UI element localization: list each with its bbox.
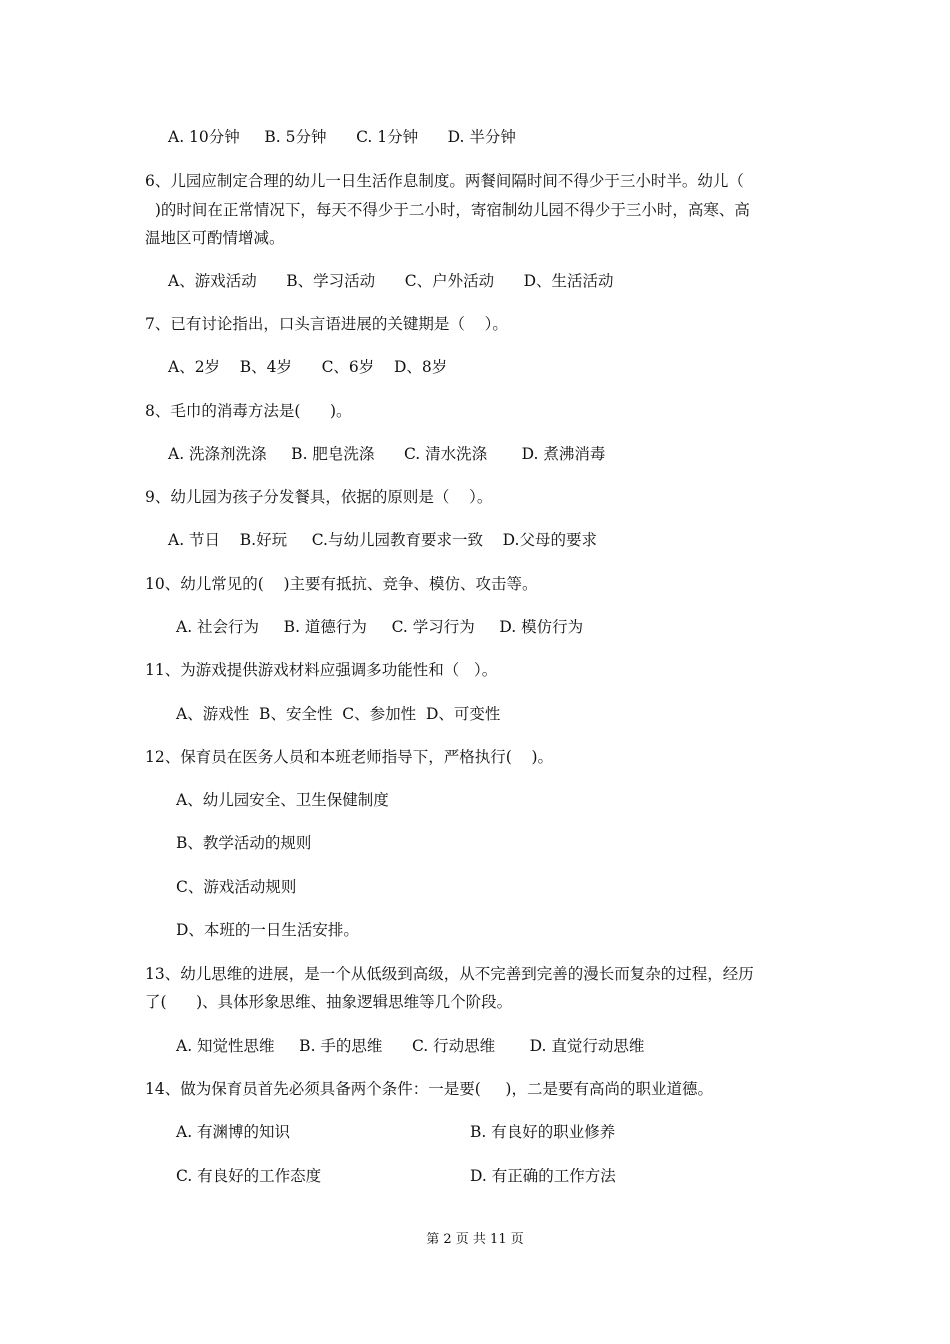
q6-text-line2: )的时间在正常情况下，每天不得少于二小时，寄宿制幼儿园不得少于三小时，高寒、高 bbox=[145, 201, 750, 219]
q12-option-b: B、教学活动的规则 bbox=[176, 834, 312, 852]
q7-text: 7、已有讨论指出，口头言语进展的关键期是（ ）。 bbox=[145, 315, 508, 333]
q9-options: A. 节日 B.好玩 C.与幼儿园教育要求一致 D.父母的要求 bbox=[168, 531, 597, 549]
q8-options: A. 洗涤剂洗涤 B. 肥皂洗涤 C. 清水洗涤 D. 煮沸消毒 bbox=[168, 445, 606, 463]
q12-text: 12、保育员在医务人员和本班老师指导下，严格执行( )。 bbox=[145, 748, 554, 766]
q13-text-line1: 13、幼儿思维的进展，是一个从低级到高级，从不完善到完善的漫长而复杂的过程，经历 bbox=[145, 965, 754, 983]
page-footer: 第 2 页 共 11 页 bbox=[426, 1232, 524, 1247]
q13-options: A. 知觉性思维 B. 手的思维 C. 行动思维 D. 直觉行动思维 bbox=[176, 1037, 645, 1055]
q13-text-line2: 了( )、具体形象思维、抽象逻辑思维等几个阶段。 bbox=[145, 993, 513, 1011]
q8-text: 8、毛巾的消毒方法是( )。 bbox=[145, 402, 352, 420]
q10-text: 10、幼儿常见的( )主要有抵抗、竞争、模仿、攻击等。 bbox=[145, 575, 538, 593]
q11-options: A、游戏性 B、安全性 C、参加性 D、可变性 bbox=[176, 705, 501, 723]
q6-text-line3: 温地区可酌情增减。 bbox=[145, 229, 285, 247]
q7-options: A、2岁 B、4岁 C、6岁 D、8岁 bbox=[168, 358, 448, 376]
q10-options: A. 社会行为 B. 道德行为 C. 学习行为 D. 模仿行为 bbox=[176, 618, 584, 636]
q14-option-d: D. 有正确的工作方法 bbox=[470, 1167, 616, 1185]
q6-text-line1: 6、儿园应制定合理的幼儿一日生活作息制度。两餐间隔时间不得少于三小时半。幼儿（ bbox=[145, 172, 744, 190]
q14-option-b: B. 有良好的职业修养 bbox=[470, 1123, 616, 1141]
q6-options: A、游戏活动 B、学习活动 C、户外活动 D、生活活动 bbox=[168, 272, 614, 290]
q12-option-d: D、本班的一日生活安排。 bbox=[176, 921, 359, 939]
q14-option-c: C. 有良好的工作态度 bbox=[176, 1167, 322, 1185]
q5-options: A. 10分钟 B. 5分钟 C. 1分钟 D. 半分钟 bbox=[168, 128, 516, 146]
q12-option-a: A、幼儿园安全、卫生保健制度 bbox=[176, 791, 389, 809]
q14-text: 14、做为保育员首先必须具备两个条件：一是要( )，二是要有高尚的职业道德。 bbox=[145, 1080, 713, 1098]
q12-option-c: C、游戏活动规则 bbox=[176, 878, 297, 896]
q14-option-a: A. 有渊博的知识 bbox=[176, 1123, 291, 1141]
q11-text: 11、为游戏提供游戏材料应强调多功能性和（ ）。 bbox=[145, 661, 498, 679]
q9-text: 9、幼儿园为孩子分发餐具，依据的原则是（ ）。 bbox=[145, 488, 493, 506]
